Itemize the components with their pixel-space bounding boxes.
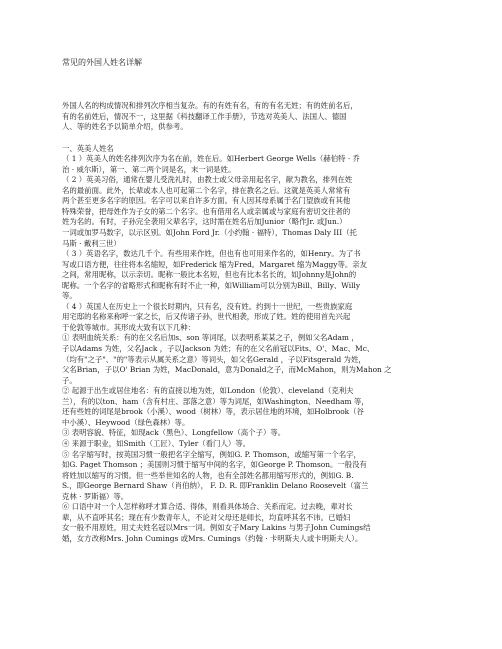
- text-line: 将姓加以缩写的习惯。但一些举世知名的人物，也有全部姓名都用缩写形式的，例如G. B.: [62, 470, 354, 480]
- text-line: 女一般不用原姓，用丈夫姓名冠以Mrs一词。例如女子Mary Lakins 与男子John Cumings结: [62, 523, 371, 533]
- text-line: 于伦敦等城市。其形成大致有以下几种：: [62, 322, 196, 332]
- text-line: S.，即George Bernard Shaw（肖伯纳）， F. D. R. 即Franklin Delano Roosevelt（富兰: [62, 481, 369, 491]
- text-line: 写或口语方便，往往将本名缩短，如Frederick 缩为Fred。Margaret 缩为Maggy等。亲友: [62, 259, 368, 269]
- document-title: 常见的外国人姓名详解: [62, 58, 142, 67]
- text-line: 两个甚至更多名字的原因。名字可以来自许多方面。有人因其母系属于名门望族或有其他: [62, 196, 351, 206]
- text-line: 克林 · 罗斯福）等。: [62, 491, 129, 501]
- text-line: ③ 表明容貌、特征，如现ack（黑色）、Longfellow（高个子）等。: [62, 428, 286, 438]
- text-line: 兰），有的以ton、ham（含有村庄、部落之意）等为词尾，如Washington、Needham 等，: [62, 396, 369, 406]
- text-line: （ 4 ）英国人在历史上一个很长时期内，只有名，没有姓。约到十一世纪，一些贵族家庭: [62, 301, 353, 311]
- text-line: 有的名前姓后，情况不一，这里据《科技翻译工作手册》，节选对英美人、法国人、德国: [62, 111, 347, 121]
- text-line: ① 表明血统关系：有的在父名后加s、son 等词尾，以表明系某某之子，例如父名Adam ，: [62, 333, 359, 343]
- text-line: 昵称。一个名字的省略形式和昵称有时不止一种，如William可以分别为Bill、Billy、Willy: [62, 280, 361, 290]
- text-line: 特殊荣誉，把母姓作为子女的第二个名字。也有借用名人或亲属或与家庭有密切交往者的: [62, 206, 351, 216]
- text-line: 如G. Paget Thomson ；美国则习惯于缩写中间的名字，如George P. Thomson。一般没有: [62, 460, 367, 470]
- text-line: 用宅邸的名称来称呼一家之长，后又传诸子孙，世代相袭，形成了姓。姓的使用首先兴起: [62, 312, 351, 322]
- text-line: 之间，常用昵称，以示亲切。昵称一般比本名短，但也有比本名长的，如Johnny是John的: [62, 270, 357, 280]
- text-line: 外国人名的构成情况和排列次序相当复杂。有的有姓有名，有的有名无姓；有的姓前名后，: [62, 101, 358, 110]
- text-line: 名的最前面。此外，长辈或本人也可起第二个名字，排在教名之后。这就是英美人常常有: [62, 185, 351, 195]
- text-line: （ 1 ）英美人的姓名排列次序为名在前，姓在后。如Herbert George Wells（赫伯特 · 乔: [62, 154, 360, 164]
- text-line: ⑤ 名字缩写时，按英国习惯一般把名字全缩写，例如G. P. Thomson，或缩写第一个名字，: [62, 449, 361, 459]
- text-line: 子。: [62, 375, 77, 385]
- text-line: 婚，女方改称Mrs. John Cumings 或Mrs. Cumings（约翰 · 卡明斯夫人或卡明斯夫人）。: [62, 533, 363, 543]
- text-line: （ 2 ）英美习俗，通常在婴儿受洗礼时，由教士或父母亲用起名字，献为教名，排列在姓: [62, 175, 353, 185]
- text-line: 一、英美人姓名: [62, 143, 114, 153]
- document-body: [62, 101, 440, 544]
- text-line: ④ 来源于职业，如Smith（工匠）、Tyler（看门人）等。: [62, 438, 251, 448]
- text-line: 等。: [62, 291, 77, 301]
- text-line: 中小溪）、Heywood（绿色森林）等。: [62, 417, 190, 427]
- text-line: 子以Adams 为姓，父名Jack ，子以Jackson 为姓；有的在父名前冠以Fits、O'、Mac、Mc、: [62, 344, 375, 354]
- text-line: 人、等的姓名予以简单介绍，供参考。: [62, 122, 188, 132]
- text-line: 马斯 · 戴利三世）: [62, 238, 121, 248]
- text-line: ② 起源于出生或居住地名：有的直接以地为姓，如London（伦敦）、cleveland（克利夫: [62, 386, 354, 396]
- text-line: 一词或加罗马数字，以示区别。如John Ford Jr.（小约翰 · 福特），Thomas Daly III（托: [62, 228, 357, 238]
- text-line: 治 · 威尔斯），第一、第二两个词是名，末一词是姓。: [62, 164, 236, 174]
- text-line: 还有些姓的词尾是brook（小溪）、wood（树林）等，表示居住地的环境，如Holbrook（谷: [62, 407, 364, 417]
- text-line: （ 3 ）英语名字，数达几千个。有些用来作姓，但也有也可用来作名的，如Henry。为了书: [62, 249, 361, 259]
- text-line: 父名Brian，子以O' Brian 为姓，MacDonald，意为Donald之子，而McMahon，则为Mahon 之: [62, 365, 392, 375]
- text-line: （均有"之子"、"的"等表示从属关系之意）等词头，如父名Gerald ，子以Fitsgerald 为姓，: [62, 354, 366, 364]
- text-line: 姓为名的。有时，子孙完全袭用父辈名字，这时需在姓名后加Junior（略作Jr. 或Jun.）: [62, 217, 347, 227]
- paragraph-gap: [62, 133, 440, 144]
- text-line: ⑥ 口语中对一个人怎样称呼才算合适、得体，则看具体场合、关系而定。过去晚，辈对长: [62, 502, 353, 512]
- text-line: 辈，从不直呼其名；现在有少数青年人，不论对父母还是师长，均直呼其名不讳。已婚妇: [62, 512, 351, 522]
